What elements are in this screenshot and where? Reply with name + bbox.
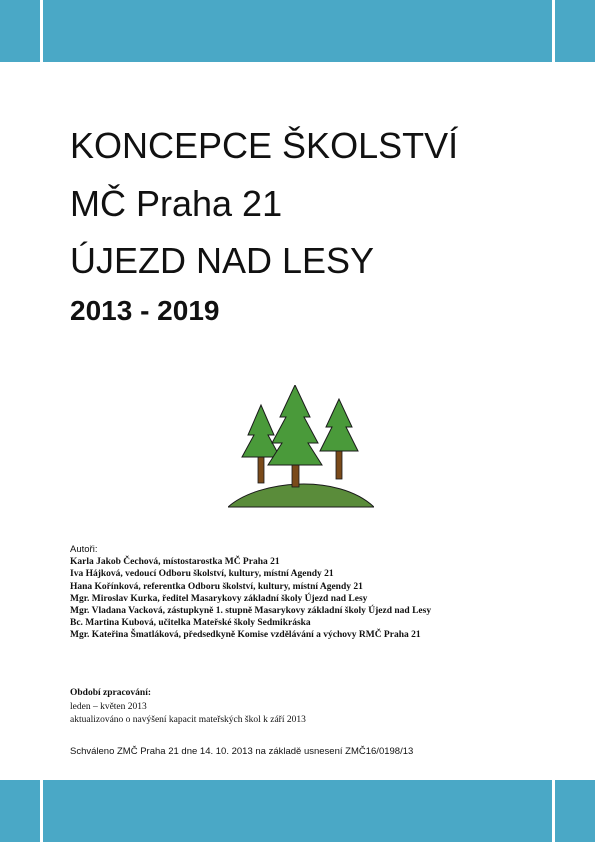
header-band xyxy=(40,0,555,62)
header-band-right xyxy=(555,0,595,62)
title-line-2: MČ Praha 21 xyxy=(70,183,283,224)
period-update: aktualizováno o navýšení kapacit mateřských škol k září 2013 xyxy=(70,715,306,725)
author-line: Hana Kořínková, referentka Odboru školství, kultury, místní Agendy 21 xyxy=(70,581,363,592)
author-line: Mgr. Miroslav Kurka, ředitel Masarykovy základní školy Újezd nad Lesy xyxy=(70,593,368,604)
footer-band-right xyxy=(555,780,595,842)
period-block xyxy=(70,687,525,728)
authors-label: Autoři: xyxy=(70,544,98,555)
title-line-3: ÚJEZD NAD LESY xyxy=(70,240,375,281)
band-gap-left xyxy=(40,0,43,842)
period-dates: leden – květen 2013 xyxy=(70,701,147,712)
approval-note: Schváleno ZMČ Praha 21 dne 14. 10. 2013 na základě usnesení ZMČ16/0198/13 xyxy=(70,746,414,757)
period-label: Období zpracování: xyxy=(70,688,152,698)
band-gap-right xyxy=(552,0,555,842)
author-line: Iva Hájková, vedoucí Odboru školství, kultury, místní Agendy 21 xyxy=(70,569,334,580)
author-line: Mgr. Kateřina Šmatláková, předsedkyně Komise vzdělávání a výchovy RMČ Praha 21 xyxy=(70,630,421,641)
footer-band xyxy=(40,780,555,842)
authors-block xyxy=(70,544,525,642)
header-band-left xyxy=(0,0,40,62)
author-line: Karla Jakob Čechová, místostarostka MČ Praha 21 xyxy=(70,557,280,568)
title-line-1: KONCEPCE ŠKOLSTVÍ xyxy=(70,125,459,166)
years-range: 2013 - 2019 xyxy=(70,295,220,326)
author-line: Bc. Martina Kubová, učitelka Mateřské školy Sedmikráska xyxy=(70,618,311,629)
author-line: Mgr. Vladana Vacková, zástupkyně 1. stupně Masarykovy základní školy Újezd nad Lesy xyxy=(70,606,432,617)
footer-band-left xyxy=(0,780,40,842)
three-trees-on-hill-icon xyxy=(228,385,374,519)
